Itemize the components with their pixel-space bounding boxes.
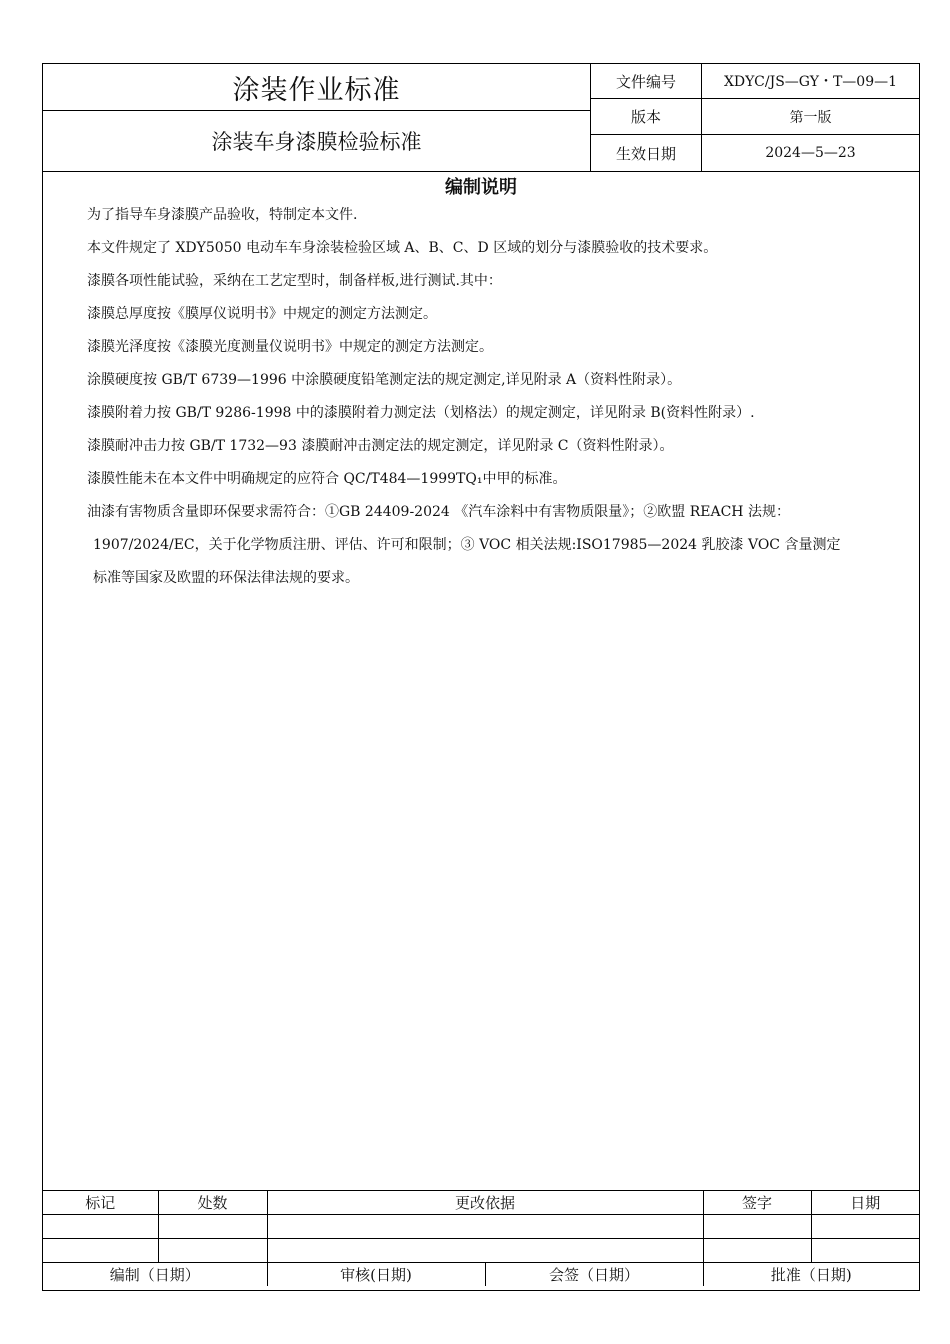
- change-record-table: [43, 1191, 919, 1286]
- paragraph-continuation: 1907/2024/EC，关于化学物质注册、评估、许可和限制；③ VOC 相关法规:ISO17985—2024 乳胶漆 VOC 含量测定: [93, 537, 841, 553]
- doc-number-label: 文件编号: [591, 64, 702, 98]
- change-basis-header: 更改依据: [267, 1191, 703, 1215]
- paragraph: 漆膜光泽度按《漆膜光度测量仪说明书》中规定的测定方法测定。: [87, 339, 493, 355]
- mark-header: 标记: [43, 1191, 158, 1215]
- version-row: [591, 99, 919, 135]
- paragraph: 涂膜硬度按 GB/T 6739—1996 中涂膜硬度铅笔测定法的规定测定,详见附录 A（资料性附录）。: [87, 372, 682, 388]
- header-divider: [43, 171, 919, 172]
- header-title-block: [43, 64, 591, 171]
- reviewed-by-label: 审核(日期): [267, 1263, 485, 1287]
- version-value: 第一版: [789, 109, 832, 126]
- paragraph: 本文件规定了 XDY5050 电动车车身涂装检验区域 A、B、C、D 区域的划分与漆膜验收的技术要求。: [87, 240, 718, 256]
- empty-cell: [158, 1215, 267, 1239]
- signature-header: 签字: [703, 1191, 811, 1215]
- empty-cell: [811, 1239, 919, 1263]
- footer-table-block: [43, 1190, 919, 1286]
- date-header: 日期: [811, 1191, 919, 1215]
- empty-cell: [703, 1215, 811, 1239]
- paragraph: 漆膜性能未在本文件中明确规定的应符合 QC/T484—1999TQ₁中甲的标准。: [87, 471, 567, 487]
- version-label: 版本: [591, 99, 702, 134]
- paragraph: 漆膜附着力按 GB/T 9286-1998 中的漆膜附着力测定法（划格法）的规定测定，详见附录 B(资料性附录）.: [87, 405, 755, 421]
- change-header-row: [43, 1191, 919, 1215]
- paragraph: 漆膜总厚度按《膜厚仪说明书》中规定的测定方法测定。: [87, 306, 437, 322]
- document-title: 涂装作业标准: [43, 64, 590, 111]
- paragraph: 漆膜各项性能试验，采纳在工艺定型时，制备样板,进行测试.其中：: [87, 273, 502, 289]
- header-info-block: [591, 64, 919, 171]
- section-heading: 编制说明: [445, 177, 517, 198]
- empty-cell: [43, 1239, 158, 1263]
- empty-cell: [158, 1239, 267, 1263]
- effective-date-label: 生效日期: [591, 135, 702, 171]
- change-empty-row: [43, 1239, 919, 1263]
- document-subtitle: 涂装车身漆膜检验标准: [211, 130, 422, 154]
- empty-cell: [267, 1215, 703, 1239]
- effective-date-value: 2024—5—23: [765, 145, 856, 161]
- count-header: 处数: [158, 1191, 267, 1215]
- empty-cell: [43, 1215, 158, 1239]
- body-text: [87, 199, 915, 595]
- empty-cell: [811, 1215, 919, 1239]
- empty-cell: [267, 1239, 703, 1263]
- paragraph: 油漆有害物质含量即环保要求需符合：①GB 24409-2024 《汽车涂料中有害物质限量》；②欧盟 REACH 法规：: [87, 504, 790, 520]
- doc-number-row: [591, 64, 919, 99]
- paragraph: 漆膜耐冲击力按 GB/T 1732—93 漆膜耐冲击测定法的规定测定，详见附录 C（资料性附录）。: [87, 438, 674, 454]
- doc-number-value: XDYC/JS—GY・T—09—1: [723, 74, 898, 90]
- countersigned-label: 会签（日期）: [485, 1263, 703, 1287]
- approved-by-label: 批准（日期): [703, 1263, 919, 1287]
- signoff-row: [43, 1263, 919, 1287]
- empty-cell: [703, 1239, 811, 1263]
- prepared-by-label: 编制（日期）: [43, 1263, 267, 1287]
- paragraph: 为了指导车身漆膜产品验收，特制定本文件.: [87, 207, 358, 223]
- paragraph-continuation: 标准等国家及欧盟的环保法律法规的要求。: [93, 570, 359, 586]
- document-frame: [42, 63, 920, 1291]
- change-empty-row: [43, 1215, 919, 1239]
- effective-date-row: [591, 135, 919, 171]
